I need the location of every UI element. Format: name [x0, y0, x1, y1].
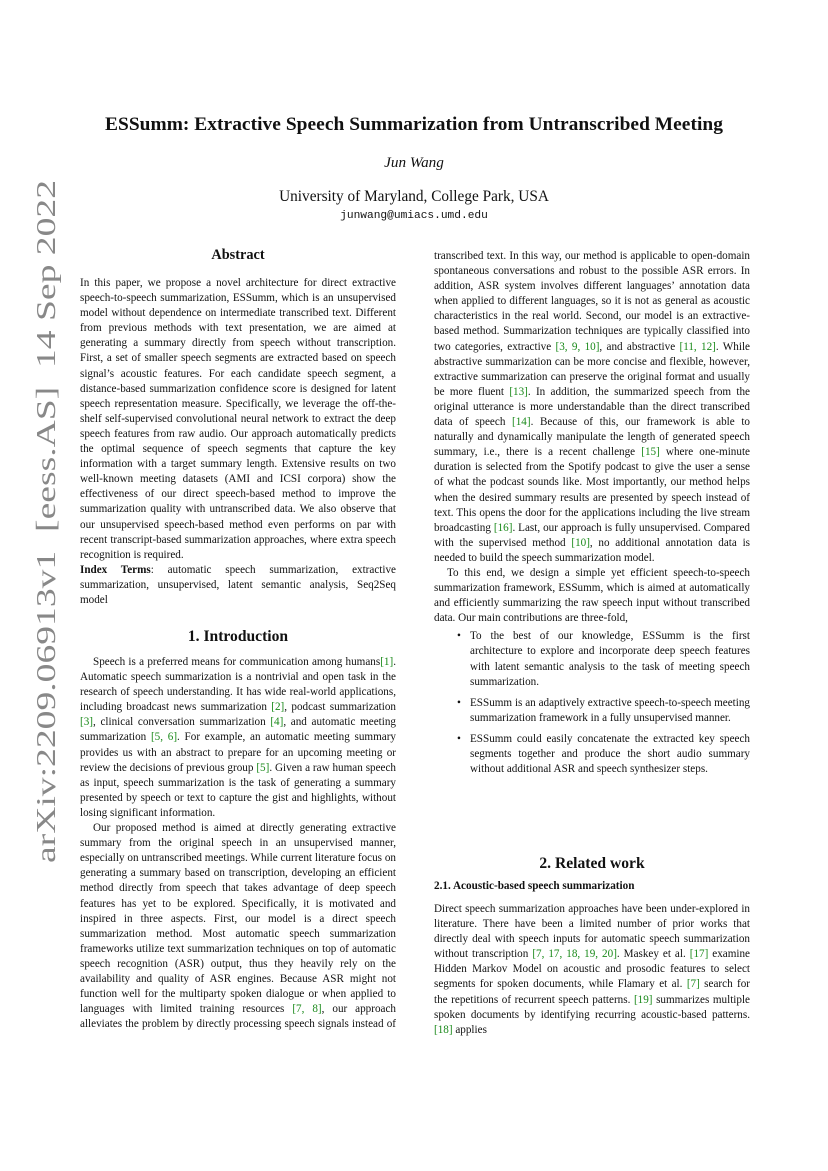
text-run: examine Hidden Markov Model on acoustic and prosodic features to select segments for spoken documents, while Flamary et al. — [434, 948, 751, 991]
citation-link[interactable]: [18] — [434, 1023, 453, 1036]
text-run: search for the repetitions of recurrent speech patterns. — [434, 978, 751, 1006]
contribution-text: To the best of our knowledge, ESSumm is the first architecture to explore and incorporate deep speech features with latent semantic analysis to the task of meeting speech summarization. — [470, 630, 750, 688]
citation-link[interactable]: [3, 9, 10] — [555, 340, 600, 353]
citation-link[interactable]: [10] — [571, 536, 590, 549]
text-run: , and automatic meeting summarization — [80, 716, 397, 744]
bullet-icon: • — [457, 630, 461, 643]
text-run: . Given a raw human speech as input, speech summarization is the task of generating a summary presented by speech or text to capture the gist and highlights, without losing significant information. — [80, 761, 397, 819]
arxiv-stamp — [10, 180, 66, 880]
contribution-item — [434, 696, 750, 726]
introduction-body-right — [434, 249, 750, 849]
citation-link[interactable]: [11, 12] — [679, 340, 716, 353]
citation-link[interactable]: [2] — [271, 701, 285, 714]
text-run: . Maskey et al. — [616, 948, 690, 961]
text-run: , and abstractive — [599, 340, 680, 353]
citation-link[interactable]: [7] — [686, 978, 700, 991]
author-email[interactable]: junwang@umiacs.umd.edu — [340, 210, 488, 222]
bullet-icon: • — [457, 696, 461, 709]
text-run: transcribed text. In this way, our method is applicable to open-domain spontaneous conversations and robust to the possible ASR errors. In addition, ASR system involves different languages’ annotation data when applied to different languages, so it is not as general as acoustic characteristics in the real world. Second, our model is an extractive-based method. Summarization techniques are typically classified into two categories, extractive — [434, 250, 750, 353]
citation-link[interactable]: [13] — [509, 385, 528, 398]
text-run: . In addition, the summarized speech from the original utterance is more understandable than the direct transcribed data of speech — [434, 385, 750, 429]
text-run: Speech is a preferred means for communication among humans — [93, 656, 381, 668]
citation-link[interactable]: [7, 8] — [292, 1003, 322, 1016]
text-run: . Automatic speech summarization is a nontrivial and open task in the research of speech understanding. It has wide real-world applications, including broadcast news summarization — [80, 656, 396, 714]
text-run: . Because of this, our framework is able to naturally and dynamically manipulate the length of generated speech summary, i.e., there is a recent challenge — [434, 416, 750, 459]
citation-link[interactable]: [4] — [270, 716, 284, 729]
paper-title: ESSumm: Extractive Speech Summarization from Untranscribed Meeting — [105, 114, 723, 135]
citation-link[interactable]: [16] — [493, 521, 513, 534]
contributions-list — [434, 629, 750, 777]
text-run: , our approach alleviates the problem by directly processing speech signals instead of — [80, 1003, 396, 1031]
text-run: , no additional annotation data is needed to build the speech summarization model. — [434, 536, 750, 564]
text-run: . For example, an automatic meeting summary provides us with an abstract to prepare for an upcoming meeting or review the decisions of previous group — [80, 731, 396, 774]
contribution-text: ESSumm could easily concatenate the extracted key speech segments together and produce the short audio summary without additional ASR and speech synthesizer steps. — [470, 732, 750, 776]
citation-link[interactable]: [19] — [633, 993, 653, 1006]
contribution-text: ESSumm is an adaptively extractive speech-to-speech meeting summarization framework in a fully unsupervised manner. — [470, 696, 750, 724]
citation-link[interactable]: [5, 6] — [150, 731, 178, 744]
index-terms — [80, 563, 396, 608]
abstract-body — [80, 276, 396, 608]
intro-paragraph-2 — [80, 821, 396, 1032]
intro-paragraph-1 — [80, 655, 396, 821]
introduction-body-left — [80, 655, 396, 1032]
related-work-heading: 2. Related work — [539, 855, 645, 872]
citation-link[interactable]: [15] — [641, 446, 660, 459]
intro-paragraph-2-continued — [434, 249, 750, 566]
bullet-icon: • — [457, 732, 461, 745]
text-run: Our proposed method is aimed at directly generating extractive summary from the original speech in an unsupervised manner, especially on untranscribed meetings. While current literature focus on generating a summary based on transcription, developing an efficient method directly from speech that takes advantage of deep speech features has yet to be explored. Specifically, it is motivated and inspired in three aspects. First, our model is a direct speech summarization method. Most automatic speech summarization frameworks utilize text summarization techniques on top of automatic speech recognition (ASR) output, thus they heavily rely on the availability and quality of ASR engines. Because ASR might not function well for the multiparty spoken dialogue or when applied to languages with limited training resources — [80, 822, 396, 1016]
related-work-body — [434, 902, 750, 1038]
text-run: applies — [452, 1023, 487, 1036]
contribution-item — [434, 629, 750, 689]
index-terms-text: : automatic speech summarization, extractive summarization, unsupervised, latent semantic analysis, Seq2Seq model — [80, 563, 396, 606]
text-run: , clinical conversation summarization — [93, 716, 271, 729]
author-affiliation: University of Maryland, College Park, USA — [279, 188, 549, 205]
arxiv-stamp-text: arXiv:2209.06913v1 [eess.AS] 14 Sep 2022 — [30, 363, 61, 863]
text-run: . While abstractive summarization can be more concise and flexible, however, extractive summarization can preserve the original format and usually be more fluent — [434, 340, 750, 398]
text-run: where one-minute duration is selected from the Spotify podcast to give the user a sense of what the podcast sounds like. Most importantly, our method helps when the desired summary results are presented by speech instead of text. This opens the door for the applications including the live stream broadcasting — [434, 446, 750, 534]
related-work-paragraph-1 — [434, 902, 750, 1038]
abstract-text: In this paper, we propose a novel architecture for direct extractive speech-to-speech summarization, ESSumm, which is an unsupervised model without dependence on intermediate transcribed text. Different from previous methods with text presentation, we are aimed at generating a summary directly from speech without transcription. First, a set of smaller speech segments are extracted based on speech signal’s acoustic features. For each candidate speech segment, a distance-based summarization confidence score is designed for latent speech representation measure. Specifically, we leverage the off-the-shelf self-supervised convolutional neural network to extract the deep speech features from raw audio. Our approach automatically predicts the optimal sequence of speech segments that capture the key information with a target summary length. Extensive results on two well-known meeting datasets (AMI and ICSI corpora) show the effectiveness of our direct speech-based method to improve the summarization quality with untranscribed data. We also observe that our unsupervised speech-based method even performs on par with recent transcript-based summarization approaches, where extra speech recognition is required. — [80, 277, 396, 561]
contribution-item — [434, 732, 750, 777]
related-work-subheading: 2.1. Acoustic-based speech summarization — [434, 880, 635, 892]
introduction-heading: 1. Introduction — [187, 628, 289, 645]
citation-link[interactable]: [3] — [80, 716, 93, 729]
citation-link[interactable]: [7, 17, 18, 19, 20] — [532, 948, 617, 961]
text-run: summarizes multiple spoken documents by identifying recurring acoustic-based patterns. — [434, 993, 750, 1021]
text-run: , podcast summarization — [284, 701, 396, 714]
abstract-heading: Abstract — [211, 247, 265, 263]
author-name: Jun Wang — [384, 154, 444, 171]
citation-link[interactable]: [5] — [256, 761, 270, 774]
citation-link[interactable]: [17] — [689, 948, 709, 961]
citation-link[interactable]: [14] — [512, 416, 531, 429]
intro-paragraph-3: To this end, we design a simple yet efficient speech-to-speech summarization framework, ESSumm, which is aimed at automatically and efficiently summarizing the raw speech input without transcribed data. Our main contributions are three-fold, — [434, 566, 750, 625]
text-run: . Last, our approach is fully unsupervised. Compared with the supervised method — [434, 521, 750, 549]
index-terms-label: Index Terms — [80, 563, 151, 576]
citation-link[interactable]: [1] — [380, 656, 394, 668]
text-run: Direct speech summarization approaches have been under-explored in literature. There have been a limited number of prior works that directly deal with speech inputs for automatic speech summarization without transcription — [434, 903, 750, 961]
